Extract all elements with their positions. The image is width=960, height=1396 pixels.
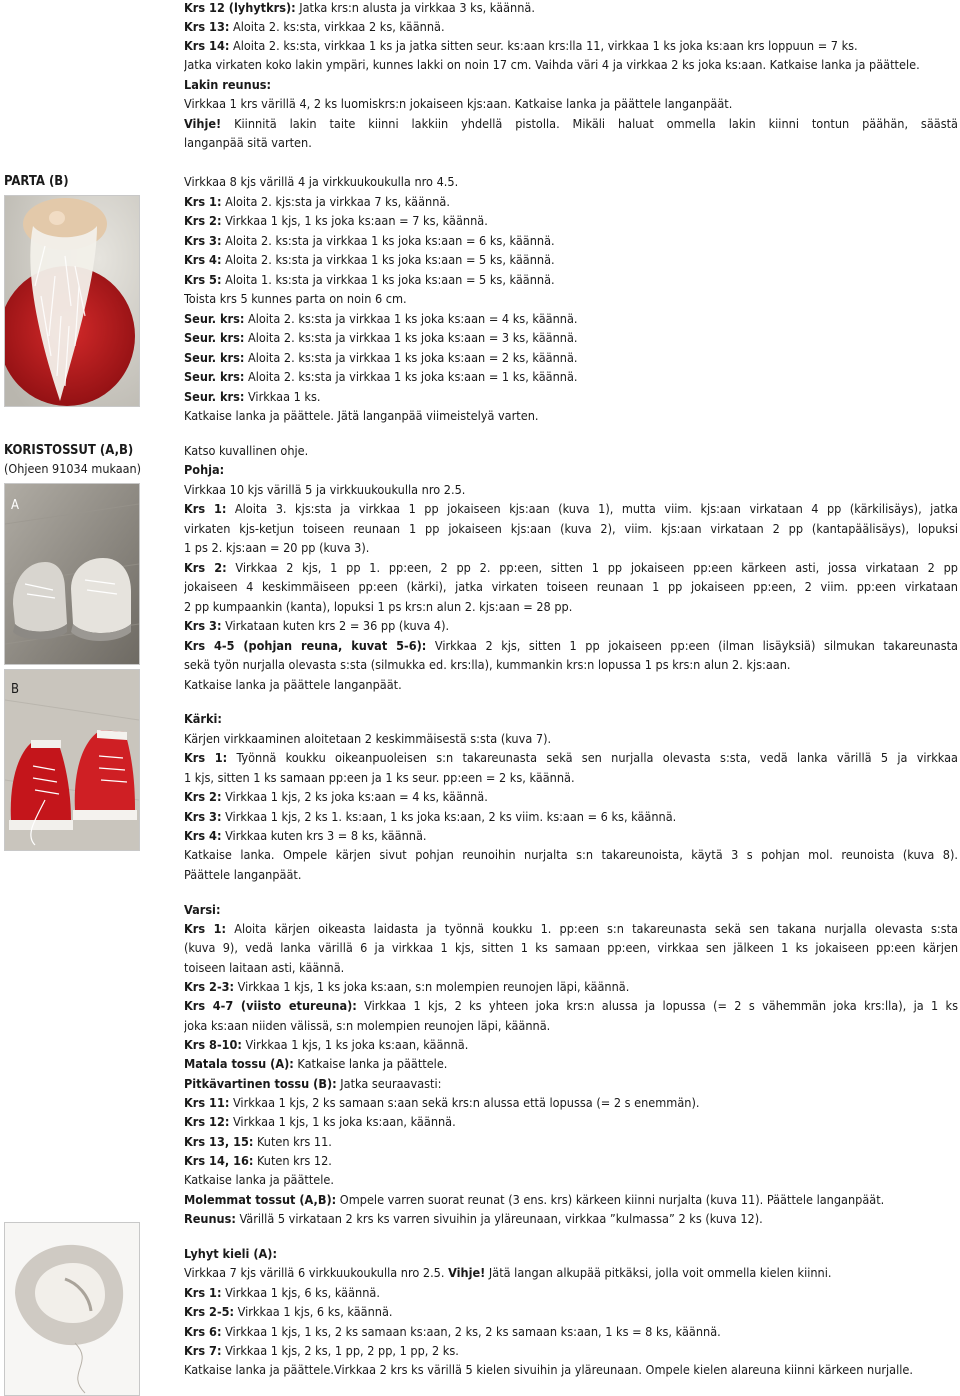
booties-heading: KORISTOSSUT (A,B) (4, 443, 134, 458)
row-label: Reunus: (184, 1211, 236, 1226)
row-label: Krs 13, 15: (184, 1134, 254, 1149)
row-label: Krs 7: (184, 1343, 222, 1358)
row-label: Krs 14: (184, 38, 230, 53)
row-label: Krs 2: (184, 789, 222, 804)
row-label: Seur. krs: (184, 350, 245, 365)
row-label: Krs 4: (184, 828, 222, 843)
santa-image (5, 196, 139, 406)
booties-subheading: (Ohjeen 91034 mukaan) (4, 461, 142, 476)
base-title: Pohja: (184, 462, 225, 477)
photo-label-a: A (11, 498, 19, 513)
row-label: Krs 14, 16: (184, 1153, 254, 1168)
row-label: Seur. krs: (184, 311, 245, 326)
toe-title: Kärki: (184, 711, 222, 726)
bootie-detail-photo (4, 1222, 140, 1396)
row-label: Pitkävartinen tossu (B): (184, 1076, 337, 1091)
row-label: Krs 4-7 (viisto etureuna): (184, 998, 357, 1013)
row-label: Krs 2: (184, 213, 222, 228)
row-label: Krs 4-5 (pohjan reuna, kuvat 5-6): (184, 638, 427, 653)
bootie-a-photo (4, 483, 140, 665)
row-label: Krs 2: (184, 560, 227, 575)
row-label: Krs 4: (184, 252, 222, 267)
row-label: Krs 13: (184, 19, 230, 34)
row-label: Matala tossu (A): (184, 1056, 294, 1071)
row-label: Krs 6: (184, 1324, 222, 1339)
row-label: Krs 2-5: (184, 1304, 235, 1319)
row-label: Seur. krs: (184, 389, 245, 404)
tongue-title: Lyhyt kieli (A): (184, 1246, 278, 1261)
row-label: Seur. krs: (184, 330, 245, 345)
row-label: Krs 12: (184, 1114, 230, 1129)
bootie-b-photo (4, 669, 140, 851)
beard-heading: PARTA (B) (4, 174, 69, 189)
row-label: Krs 5: (184, 272, 222, 287)
row-label: Krs 11: (184, 1095, 230, 1110)
tip-label: Vihje! (184, 116, 222, 131)
row-label: Krs 1: (184, 921, 227, 936)
santa-photo (4, 195, 140, 407)
row-label: Krs 8-10: (184, 1037, 242, 1052)
row-label: Krs 2-3: (184, 979, 235, 994)
bootie-b-image (5, 670, 139, 850)
row-label: Krs 12 (lyhytkrs): (184, 0, 296, 15)
row-label: Seur. krs: (184, 369, 245, 384)
row-label: Krs 3: (184, 233, 222, 248)
leg-title: Varsi: (184, 902, 221, 917)
row-label: Molemmat tossut (A,B): (184, 1192, 337, 1207)
bootie-detail-image (5, 1223, 139, 1395)
row-label: Krs 1: (184, 750, 228, 765)
row-label: Krs 3: (184, 809, 222, 824)
hat-edge-title: Lakin reunus: (184, 77, 272, 92)
tip-label: Vihje! (448, 1265, 486, 1280)
bootie-a-image (5, 484, 139, 664)
row-label: Krs 1: (184, 501, 227, 516)
photo-label-b: B (11, 682, 20, 697)
row-label: Krs 1: (184, 194, 222, 209)
row-label: Krs 3: (184, 618, 222, 633)
row-label: Krs 1: (184, 1285, 222, 1300)
